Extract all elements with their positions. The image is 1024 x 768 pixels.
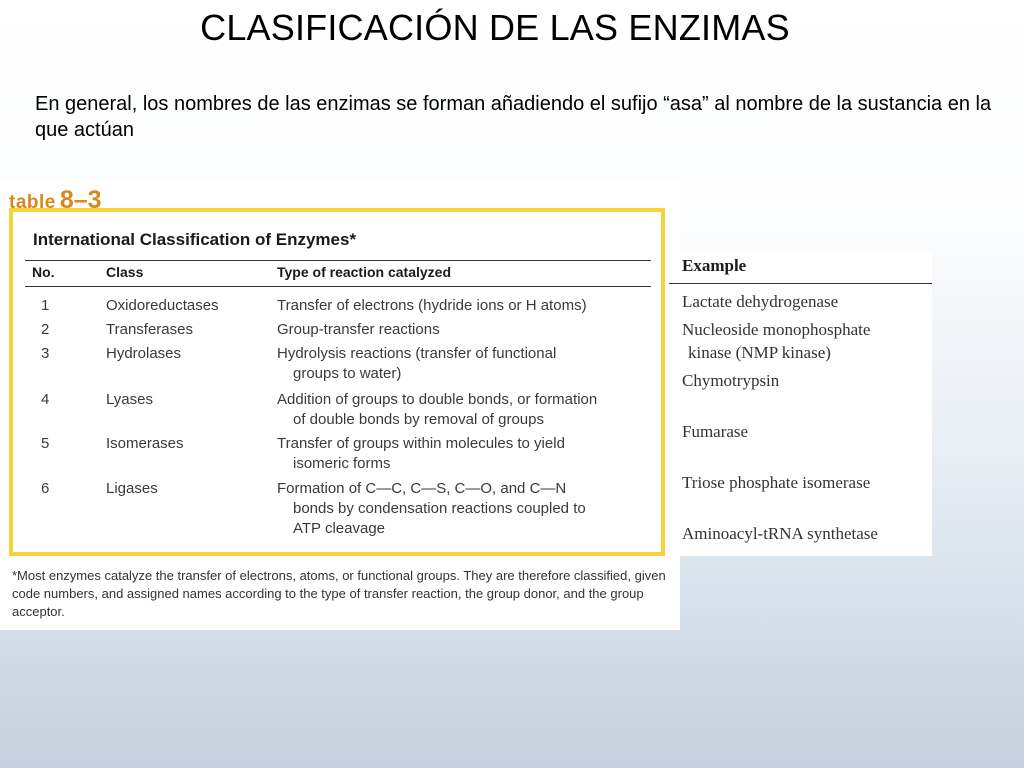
example-row-6: Aminoacyl-tRNA synthetase — [682, 524, 878, 543]
table-footnote: *Most enzymes catalyze the transfer of electrons, atoms, or functional groups. They are therefore classified, given code numbers, and assigned names according to the type of transfer reaction, the group donor, and the group acceptor. — [12, 568, 666, 619]
example-row-4: Fumarase — [682, 422, 749, 441]
slide-title: CLASIFICACIÓN DE LAS ENZIMAS — [200, 7, 790, 48]
table-row-6-no: 6 — [41, 480, 50, 497]
intro-text: En general, los nombres de las enzimas se forman añadiendo el sufijo “asa” al nombre de la sustancia en la que actúan — [35, 93, 992, 141]
table-row-5-reaction: Transfer of groups within molecules to yield isomeric forms — [277, 435, 565, 472]
table-row-3-no: 3 — [41, 345, 50, 362]
table-frame — [9, 208, 665, 556]
example-column-image — [669, 251, 932, 556]
column-header-no: No. — [32, 264, 55, 280]
table-row-6-reaction: Formation of C—C, C—S, C—O, and C—N bonds by condensation reactions coupled to ATP cleavage — [277, 480, 586, 537]
column-header-class: Class — [106, 264, 144, 280]
example-row-5: Triose phosphate isomerase — [682, 473, 871, 492]
table-label-number: 8–3 — [59, 186, 102, 214]
table-row-2-reaction: Group-transfer reactions — [277, 321, 440, 338]
table-row-1-no: 1 — [41, 297, 50, 314]
table-row-4-no: 4 — [41, 391, 50, 408]
example-row-3: Chymotrypsin — [682, 371, 780, 390]
table-row-3-class: Hydrolases — [106, 345, 182, 362]
table-row-6-class: Ligases — [106, 480, 158, 497]
table-row-1-reaction: Transfer of electrons (hydride ions or H atoms) — [277, 297, 587, 314]
table-heading: International Classification of Enzymes* — [33, 230, 357, 249]
table-row-4-reaction: Addition of groups to double bonds, or formation of double bonds by removal of groups — [277, 391, 598, 428]
table-row-3-reaction: Hydrolysis reactions (transfer of functional groups to water) — [277, 345, 557, 382]
table-rule-top — [25, 260, 651, 261]
table-row-1-class: Oxidoreductases — [106, 297, 219, 314]
example-rule — [669, 283, 932, 284]
column-header-example: Example — [682, 256, 747, 275]
column-header-reaction: Type of reaction catalyzed — [277, 264, 452, 280]
table-row-5-no: 5 — [41, 435, 50, 452]
table-row-5-class: Isomerases — [106, 435, 184, 452]
table-row-2-class: Transferases — [106, 321, 193, 338]
example-row-1: Lactate dehydrogenase — [682, 292, 839, 311]
table-label-word: table — [9, 192, 56, 213]
table-row-2-no: 2 — [41, 321, 50, 338]
enzyme-table-image — [0, 178, 680, 630]
example-row-2: Nucleoside monophosphate kinase (NMP kinase) — [682, 320, 871, 362]
table-row-4-class: Lyases — [106, 391, 153, 408]
table-rule-header — [25, 286, 651, 287]
